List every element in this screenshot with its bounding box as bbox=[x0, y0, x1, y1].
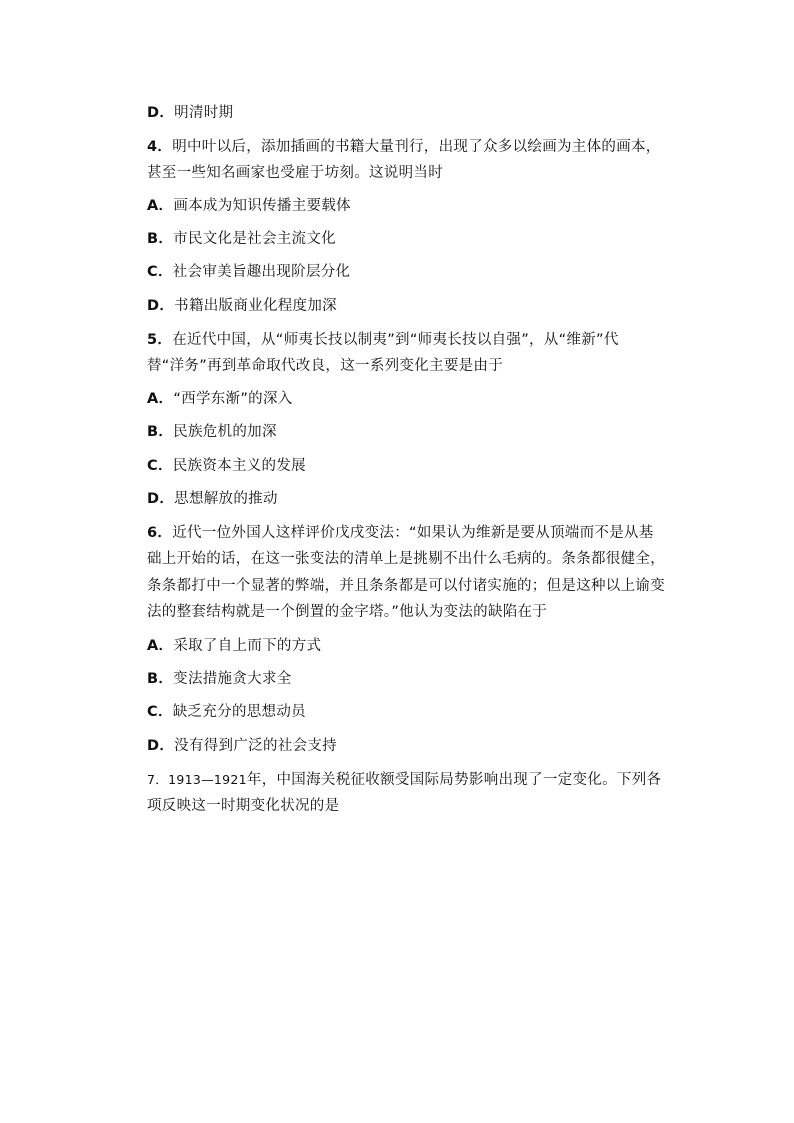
q5-stem-line-2 bbox=[147, 357, 503, 375]
q5-option-c bbox=[147, 457, 306, 475]
option-letter: A． bbox=[147, 638, 174, 654]
stem-text: 替“洋务”再到革命取代改良，这一系列变化主要是由于 bbox=[147, 358, 504, 374]
question-number: 6． bbox=[147, 525, 173, 541]
stem-text: 条条都打中一个显著的弊端，并且条条都是可以付诸实施的；但是这种以上谕变 bbox=[147, 578, 665, 594]
option-text: 民族危机的加深 bbox=[173, 424, 277, 440]
option-letter: D． bbox=[147, 298, 175, 314]
question-number: 4． bbox=[147, 139, 173, 155]
q4-stem-line-1 bbox=[147, 138, 661, 156]
option-text: “西学东渐”的深入 bbox=[173, 391, 293, 407]
option-text: 没有得到广泛的社会支持 bbox=[174, 738, 337, 754]
option-text: 社会审美旨趣出现阶层分化 bbox=[172, 264, 351, 280]
stem-text: 法的整套结构就是一个倒置的金字塔。”他认为变法的缺陷在于 bbox=[147, 604, 548, 620]
q5-option-d bbox=[147, 490, 278, 508]
option-text: 缺乏充分的思想动员 bbox=[172, 704, 306, 720]
option-text: 市民文化是社会主流文化 bbox=[173, 231, 336, 247]
q6-option-c bbox=[147, 703, 306, 721]
q6-stem-line-3 bbox=[147, 577, 665, 595]
q5-option-a bbox=[147, 390, 293, 408]
q4-option-b bbox=[147, 230, 336, 248]
q5-option-b bbox=[147, 423, 277, 441]
stem-text: 础上开始的话，在这一张变法的清单上是挑剔不出什么毛病的。条条都很健全， bbox=[147, 551, 665, 567]
option-text: 思想解放的推动 bbox=[174, 491, 278, 507]
q6-stem-line-4 bbox=[147, 603, 547, 621]
question-number: 7． bbox=[147, 772, 169, 787]
option-letter: B． bbox=[147, 671, 174, 687]
option-letter: A． bbox=[147, 198, 174, 214]
q6-stem-line-1 bbox=[147, 524, 654, 542]
q6-option-b bbox=[147, 670, 292, 688]
option-letter: C． bbox=[147, 704, 173, 720]
q6-option-a bbox=[147, 637, 321, 655]
option-letter: A． bbox=[147, 391, 174, 407]
q7-stem-line-2 bbox=[147, 797, 339, 815]
q6-option-d bbox=[147, 737, 337, 755]
stem-text: 明中叶以后，添加插画的书籍大量刊行，出现了众多以绘画为主体的画本， bbox=[172, 139, 661, 155]
q4-stem-line-2 bbox=[147, 164, 443, 182]
q7-stem-line-1 bbox=[147, 771, 661, 789]
stem-text: 在近代中国，从“师夷长技以制夷”到“师夷长技以自强”，从“维新”代 bbox=[172, 332, 619, 348]
option-text: 采取了自上而下的方式 bbox=[173, 638, 322, 654]
q4-option-d bbox=[147, 297, 337, 315]
stem-text: 项反映这一时期变化状况的是 bbox=[147, 798, 340, 814]
option-text: 明清时期 bbox=[174, 105, 234, 121]
stem-text: 年，中国海关税征收额受国际局势影响出现了一定变化。下列各 bbox=[246, 772, 662, 788]
option-letter: D． bbox=[147, 105, 175, 121]
option-letter: C． bbox=[147, 458, 173, 474]
option-letter: C． bbox=[147, 264, 173, 280]
option-letter: D． bbox=[147, 491, 175, 507]
q4-option-c bbox=[147, 263, 350, 281]
stem-text: 近代一位外国人这样评价戊戌变法：“如果认为维新是要从顶端而不是从基 bbox=[172, 525, 654, 541]
q5-stem-line-1 bbox=[147, 331, 619, 349]
option-letter: B． bbox=[147, 231, 174, 247]
option-text: 画本成为知识传播主要载体 bbox=[173, 198, 351, 214]
q4-option-a bbox=[147, 197, 351, 215]
option-text: 变法措施贪大求全 bbox=[173, 671, 292, 687]
option-letter: B． bbox=[147, 424, 174, 440]
year-range: 1913—1921 bbox=[168, 772, 247, 787]
stem-text: 甚至一些知名画家也受雇于坊刻。这说明当时 bbox=[147, 165, 443, 181]
option-text: 民族资本主义的发展 bbox=[172, 458, 306, 474]
question-number: 5． bbox=[147, 332, 173, 348]
option-letter: D． bbox=[147, 738, 175, 754]
q6-stem-line-2 bbox=[147, 550, 665, 568]
option-text: 书籍出版商业化程度加深 bbox=[174, 298, 337, 314]
q3-option-d bbox=[147, 104, 233, 122]
